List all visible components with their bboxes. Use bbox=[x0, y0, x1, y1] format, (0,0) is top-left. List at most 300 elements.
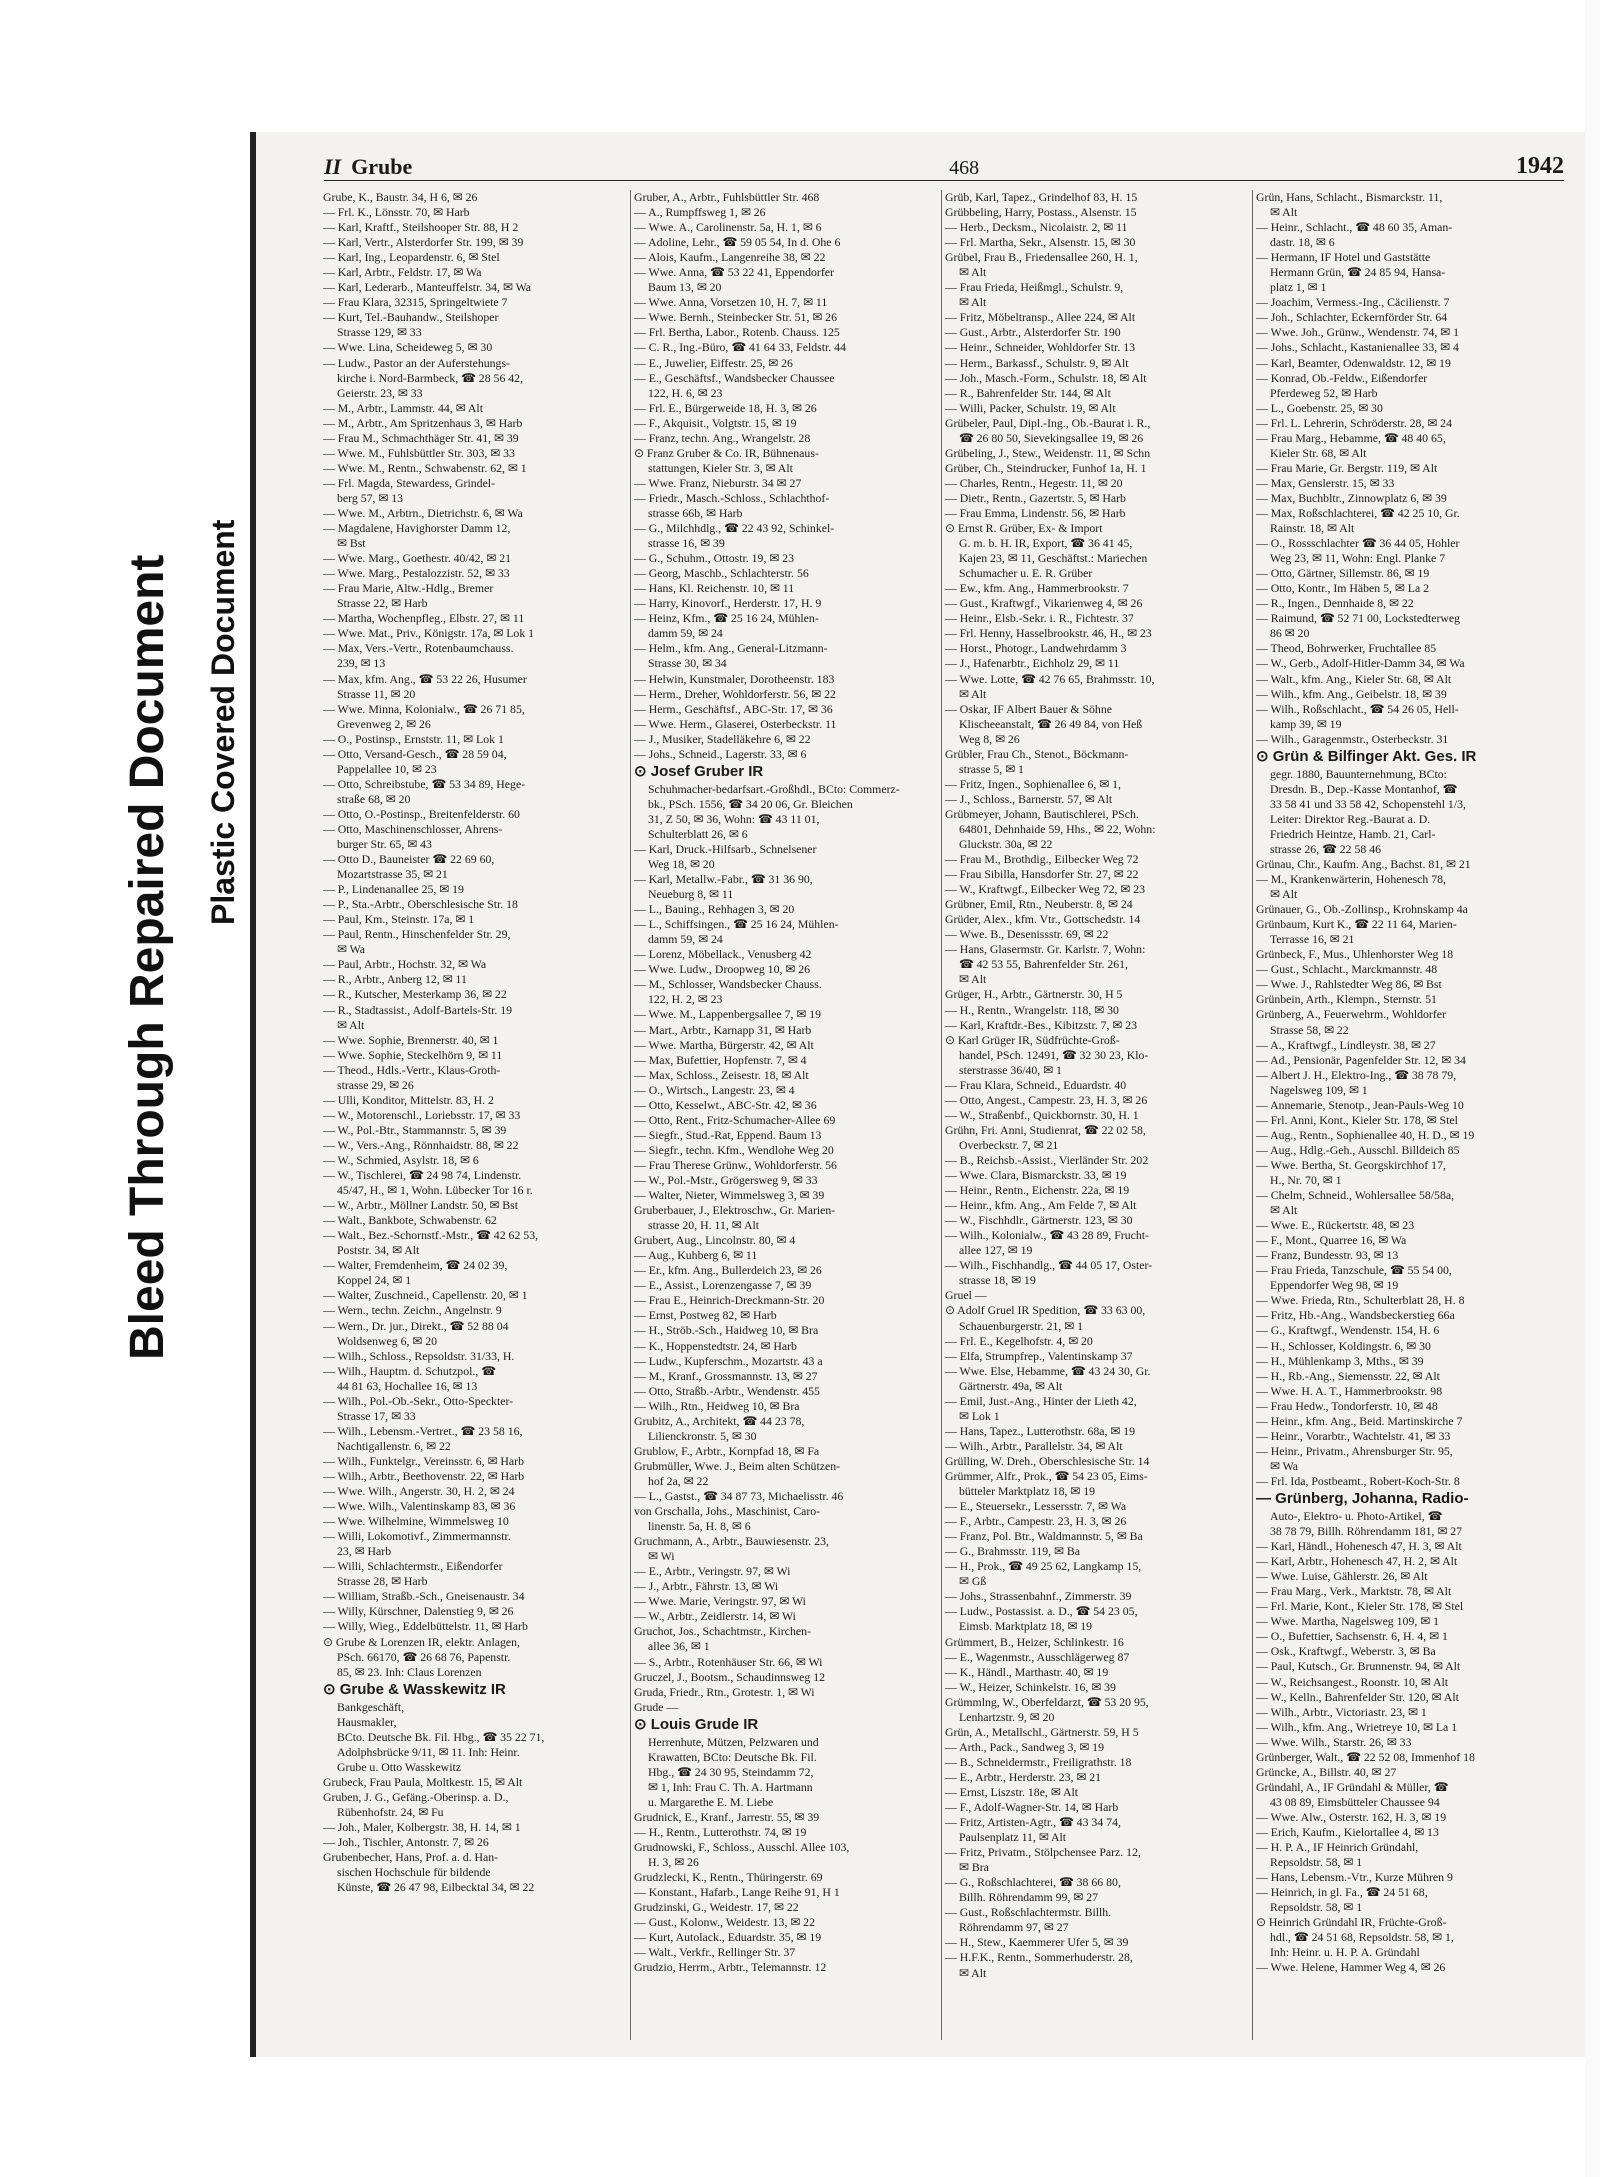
directory-entry: — Wilh., kfm. Ang., Wrietreye 10, ✉ La 1 bbox=[1256, 1719, 1458, 1734]
directory-entry: hdl., ☎ 24 51 68, Repsoldstr. 58, ✉ 1, bbox=[1270, 1930, 1454, 1945]
directory-entry: — Harry, Kinovorf., Herderstr. 17, H. 9 bbox=[634, 596, 822, 611]
directory-entry: — W., Heizer, Schinkelstr. 16, ✉ 39 bbox=[945, 1679, 1116, 1694]
directory-entry: — Karl, Kraftdr.-Bes., Kibitzstr. 7, ✉ 23 bbox=[945, 1017, 1138, 1032]
running-title: Grube bbox=[351, 154, 413, 179]
scan-right-margin bbox=[1585, 0, 1600, 2177]
directory-entry: — H., Schlosser, Koldingstr. 6, ✉ 30 bbox=[1256, 1338, 1431, 1353]
directory-entry: — G., Roßschlachterei, ☎ 38 66 80, bbox=[945, 1875, 1121, 1890]
directory-entry: — Joh., Maler, Kolbergstr. 38, H. 14, ✉ 1 bbox=[323, 1820, 521, 1835]
directory-entry: — Walt., Bankbote, Schwabenstr. 62 bbox=[323, 1213, 497, 1228]
directory-entry: — Heinz, Kfm., ☎ 25 16 24, Mühlen- bbox=[634, 611, 819, 626]
directory-entry: Gruberbauer, J., Elektroschw., Gr. Marien- bbox=[634, 1203, 836, 1218]
directory-entry: — R., Ingen., Dennhaide 8, ✉ 22 bbox=[1256, 596, 1414, 611]
directory-entry: Grubert, Aug., Lincolnstr. 80, ✉ 4 bbox=[634, 1233, 796, 1248]
directory-entry: ✉ Alt bbox=[959, 295, 987, 310]
directory-entry: — Max, Buchbltr., Zinnowplatz 6, ✉ 39 bbox=[1256, 490, 1447, 505]
section-number: II bbox=[324, 154, 342, 179]
directory-entry: — Theod., Hdls.-Vertr., Klaus-Groth- bbox=[323, 1062, 501, 1077]
directory-entry: Grünbaum, Kurt K., ☎ 22 11 64, Marien- bbox=[1256, 917, 1457, 932]
directory-entry: — Max, Roßschlachterei, ☎ 42 25 10, Gr. bbox=[1256, 505, 1460, 520]
directory-entry: — H.F.K., Rentn., Sommerhuderstr. 28, bbox=[945, 1950, 1133, 1965]
directory-entry: Weg 8, ✉ 26 bbox=[959, 731, 1020, 746]
directory-entry: — Martha, Wochenpfleg., Elbstr. 27, ✉ 11 bbox=[323, 611, 525, 626]
directory-entry: — Max, Schloss., Zeisestr. 18, ✉ Alt bbox=[634, 1067, 809, 1082]
directory-entry: burger Str. 65, ✉ 43 bbox=[337, 837, 432, 852]
directory-entry: — Frau Marie, Altw.-Hdlg., Bremer bbox=[323, 581, 494, 596]
directory-entry: strasse 20, H. 11, ✉ Alt bbox=[648, 1218, 760, 1233]
directory-entry: ⊙ Louis Grude IR bbox=[634, 1715, 759, 1733]
directory-entry: — Willy, Wieg., Eddelbüttelstr. 11, ✉ Harb bbox=[323, 1619, 528, 1634]
directory-entry: 38 78 79, Billh. Röhrendamm 181, ✉ 27 bbox=[1270, 1524, 1463, 1539]
directory-entry: — Karl, Händl., Hohenesch 47, H. 3, ✉ Alt bbox=[1256, 1539, 1462, 1554]
directory-entry: dastr. 18, ✉ 6 bbox=[1270, 235, 1335, 250]
directory-entry: Schuhmacher-bedarfsart.-Großhdl., BCto: Commerz- bbox=[648, 781, 900, 796]
directory-entry: — Wwe. Wilh., Valentinskamp 83, ✉ 36 bbox=[323, 1499, 516, 1514]
directory-entry: — Otto, Kesselwt., ABC-Str. 42, ✉ 36 bbox=[634, 1097, 817, 1112]
directory-entry: Strasse 30, ✉ 34 bbox=[648, 656, 727, 671]
directory-entry: ⊙ Franz Gruber & Co. IR, Bühnenaus- bbox=[634, 445, 819, 460]
directory-entry: ⊙ Josef Gruber IR bbox=[634, 762, 764, 780]
directory-entry: — Paul, Arbtr., Hochstr. 32, ✉ Wa bbox=[323, 957, 487, 972]
directory-entry: — Frau Therese Grünw., Wohldorferstr. 56 bbox=[634, 1157, 837, 1172]
directory-entry: — Wwe. Lina, Scheideweg 5, ✉ 30 bbox=[323, 340, 493, 355]
directory-entry: — W., Pol.-Mstr., Grögersweg 9, ✉ 33 bbox=[634, 1173, 818, 1187]
directory-entry: — Helwin, Kunstmaler, Dorotheenstr. 183 bbox=[634, 671, 835, 686]
directory-entry: Kajen 23, ✉ 11, Geschäftst.: Mariechen bbox=[959, 551, 1148, 566]
directory-entry: Grünberg, A., Feuerwehrm., Wohldorfer bbox=[1256, 1007, 1446, 1022]
directory-entry: — Alois, Kaufm., Langenreihe 38, ✉ 22 bbox=[634, 250, 826, 265]
directory-entry: — Willi, Lokomotivf., Zimmermannstr. bbox=[323, 1529, 511, 1544]
directory-entry: strasse 26, ☎ 22 58 46 bbox=[1270, 841, 1382, 856]
directory-entry: ☎ 26 80 50, Sievekingsallee 19, ✉ 26 bbox=[959, 430, 1144, 445]
directory-entry: — G., Schuhm., Ottostr. 19, ✉ 23 bbox=[634, 551, 794, 566]
directory-entry: — Horst., Photogr., Landwehrdamm 3 bbox=[945, 641, 1127, 656]
directory-entry: — Gust., Kolonw., Weidestr. 13, ✉ 22 bbox=[634, 1915, 815, 1930]
directory-entry: — O., Wirtsch., Langestr. 23, ✉ 4 bbox=[634, 1082, 795, 1097]
directory-entry: — Johs., Strassenbahnf., Zimmerstr. 39 bbox=[945, 1589, 1132, 1604]
directory-entry: — H., Stew., Kaemmerer Ufer 5, ✉ 39 bbox=[945, 1935, 1129, 1950]
directory-entry: ✉ Alt bbox=[337, 1017, 365, 1032]
directory-entry: Weg 18, ✉ 20 bbox=[648, 857, 715, 872]
directory-entry: — R., Kutscher, Mesterkamp 36, ✉ 22 bbox=[323, 987, 507, 1002]
directory-entry: Strasse 11, ✉ 20 bbox=[337, 686, 416, 701]
directory-entry: — W., Tischlerei, ☎ 24 98 74, Lindenstr. bbox=[323, 1168, 522, 1183]
directory-entry: Grüncke, A., Billstr. 40, ✉ 27 bbox=[1256, 1764, 1397, 1779]
directory-entry: Hbg., ☎ 24 30 95, Steindamm 72, bbox=[648, 1764, 814, 1779]
directory-entry: — A., Rumpffsweg 1, ✉ 26 bbox=[634, 205, 766, 220]
directory-entry: Grünberger, Walt., ☎ 22 52 08, Immenhof 18 bbox=[1256, 1749, 1475, 1764]
directory-entry: kirche i. Nord-Barmbeck, ☎ 28 56 42, bbox=[337, 370, 524, 385]
directory-entry: — Lorenz, Möbellack., Venusberg 42 bbox=[634, 947, 812, 962]
directory-entry: ✉ Alt bbox=[959, 972, 987, 987]
directory-entry: Friedrich Heintze, Hamb. 21, Carl- bbox=[1270, 826, 1436, 841]
directory-entry: — Wilh., Fischhandlg., ☎ 44 05 17, Oster- bbox=[945, 1258, 1153, 1273]
directory-entry: — Joh., Schlachter, Eckernförder Str. 64 bbox=[1256, 310, 1448, 325]
directory-entry: — Walter, Zuschneid., Capellenstr. 20, ✉ 1 bbox=[323, 1288, 528, 1303]
directory-entry: — Otto, Versand-Gesch., ☎ 28 59 04, bbox=[323, 746, 507, 761]
directory-entry: — Wwe. Franz, Nieburstr. 34 ✉ 27 bbox=[634, 475, 802, 490]
directory-entry: — Frl. L. Lehrerin, Schröderstr. 28, ✉ 24 bbox=[1256, 415, 1452, 430]
directory-entry: Rainstr. 18, ✉ Alt bbox=[1270, 521, 1355, 536]
directory-entry: ✉ 1, Inh: Frau C. Th. A. Hartmann bbox=[648, 1779, 813, 1794]
directory-entry: sischen Hochschule für bildende bbox=[337, 1865, 491, 1880]
directory-entry: Gruda, Friedr., Rtn., Grotestr. 1, ✉ Wi bbox=[634, 1684, 815, 1699]
directory-entry: — A., Kraftwgf., Lindleystr. 38, ✉ 27 bbox=[1256, 1037, 1436, 1052]
directory-entry: — Wilh., Schloss., Repsoldstr. 31/33, H. bbox=[323, 1348, 515, 1363]
directory-entry: — S., Arbtr., Rotenhäuser Str. 66, ✉ Wi bbox=[634, 1654, 823, 1669]
directory-entry: — Adoline, Lehr., ☎ 59 05 54, In d. Ohe 6 bbox=[634, 235, 841, 250]
directory-entry: Eppendorfer Weg 98, ✉ 19 bbox=[1270, 1278, 1399, 1293]
directory-entry: — M., Arbtr., Am Spritzenhaus 3, ✉ Harb bbox=[323, 415, 523, 430]
directory-entry: Grubeck, Frau Paula, Moltkestr. 15, ✉ Alt bbox=[323, 1774, 523, 1789]
directory-entry: ⊙ Karl Grüger IR, Südfrüchte-Groß- bbox=[945, 1032, 1120, 1047]
directory-entry: — W., Arbtr., Möllner Landstr. 50, ✉ Bst bbox=[323, 1198, 519, 1213]
directory-entry: Gärtnerstr. 49a, ✉ Alt bbox=[959, 1378, 1063, 1393]
directory-entry: Grudnick, E., Kranf., Jarrestr. 55, ✉ 39 bbox=[634, 1809, 820, 1824]
directory-entry: Grubitz, A., Architekt, ☎ 44 23 78, bbox=[634, 1413, 805, 1428]
directory-entry: — Hans, Glasermstr. Gr. Karlstr. 7, Wohn: bbox=[945, 942, 1146, 957]
directory-entry: — Gust., Arbtr., Alsterdorfer Str. 190 bbox=[945, 325, 1121, 340]
directory-entry: — Wwe. M., Rentn., Schwabenstr. 62, ✉ 1 bbox=[323, 460, 527, 475]
directory-entry: Gruchmann, A., Arbtr., Bauwiesenstr. 23, bbox=[634, 1534, 829, 1549]
directory-entry: — J., Hafenarbtr., Eichholz 29, ✉ 11 bbox=[945, 656, 1120, 671]
directory-entry: — H., Rentn., Wrangelstr. 118, ✉ 30 bbox=[945, 1002, 1119, 1017]
directory-entry: — Ad., Pensionär, Pagenfelder Str. 12, ✉ 34 bbox=[1256, 1052, 1466, 1067]
directory-entry: damm 59, ✉ 24 bbox=[648, 626, 723, 641]
directory-entry: — Franz, Pol. Btr., Waldmannstr. 5, ✉ Ba bbox=[945, 1529, 1143, 1544]
directory-entry: — F., Adolf-Wagner-Str. 14, ✉ Harb bbox=[945, 1800, 1119, 1815]
directory-entry: — Wwe. Sophie, Brennerstr. 40, ✉ 1 bbox=[323, 1032, 499, 1047]
directory-entry: Grülling, W. Dreh., Oberschlesische Str. 14 bbox=[945, 1453, 1150, 1468]
directory-entry: — Frau Klara, 32315, Springeltwiete 7 bbox=[323, 295, 508, 310]
directory-entry: — Wilh., Arbtr., Victoriastr. 23, ✉ 1 bbox=[1256, 1704, 1427, 1719]
directory-entry: — O., Rossschlachter ☎ 36 44 05, Hohler bbox=[1256, 536, 1460, 551]
directory-entry: Grümmert, B., Heizer, Schlinkestr. 16 bbox=[945, 1634, 1124, 1649]
directory-entry: — W., Arbtr., Zeidlerstr. 14, ✉ Wi bbox=[634, 1609, 796, 1624]
directory-entry: — Wilh., Arbtr., Beethovenstr. 22, ✉ Harb bbox=[323, 1468, 525, 1483]
directory-entry: — R., Stadtassist., Adolf-Bartels-Str. 19 bbox=[323, 1002, 513, 1017]
directory-entry: Grudzinski, G., Weidestr. 17, ✉ 22 bbox=[634, 1900, 799, 1915]
directory-entry: BCto. Deutsche Bk. Fil. Hbg., ☎ 35 22 71, bbox=[337, 1729, 545, 1744]
directory-entry: ✉ Wa bbox=[337, 942, 366, 957]
directory-entry: — Gust., Schlacht., Marckmannstr. 48 bbox=[1256, 962, 1438, 977]
directory-entry: — Wwe. Mat., Priv., Königstr. 17a, ✉ Lok 1 bbox=[323, 626, 535, 641]
column-3 bbox=[942, 190, 1253, 2040]
directory-entry: — Erich, Kaufm., Kielortallee 4, ✉ 13 bbox=[1256, 1824, 1439, 1839]
directory-entry: strasse 29, ✉ 26 bbox=[337, 1077, 414, 1092]
directory-entry: ☎ 42 53 55, Bahrenfelder Str. 261, bbox=[959, 957, 1129, 972]
directory-entry: — Wwe. Helene, Hammer Weg 4, ✉ 26 bbox=[1256, 1960, 1446, 1975]
directory-entry: ⊙ Adolf Gruel IR Spedition, ☎ 33 63 00, bbox=[945, 1303, 1146, 1318]
column-2 bbox=[631, 190, 942, 2040]
directory-entry: — Wilh., Hauptm. d. Schutzpol., ☎ bbox=[323, 1363, 496, 1378]
directory-entry: Hausmakler, bbox=[337, 1714, 397, 1729]
directory-entry: Nachtigallenstr. 6, ✉ 22 bbox=[337, 1438, 451, 1453]
directory-entry: — J., Arbtr., Fährstr. 13, ✉ Wi bbox=[634, 1579, 779, 1594]
directory-entry: bk., PSch. 1556, ☎ 34 20 06, Gr. Bleichen bbox=[648, 796, 853, 811]
directory-entry: Weg 23, ✉ 11, Wohn: Engl. Planke 7 bbox=[1270, 551, 1446, 566]
directory-entry: — Konstant., Hafarb., Lange Reihe 91, H 1 bbox=[634, 1885, 840, 1900]
directory-entry: — Herm., Geschäftsf., ABC-Str. 17, ✉ 36 bbox=[634, 701, 833, 716]
directory-entry: — L., Goebenstr. 25, ✉ 30 bbox=[1256, 400, 1383, 415]
directory-entry: — H., Prok., ☎ 49 25 62, Langkamp 15, bbox=[945, 1559, 1142, 1574]
directory-entry: — Walter, Nieter, Wimmelsweg 3, ✉ 39 bbox=[634, 1188, 825, 1203]
directory-entry: Bankgeschäft, bbox=[337, 1699, 405, 1714]
directory-entry: ✉ Alt bbox=[959, 1965, 987, 1980]
directory-entry: — Wwe. Anna, ☎ 53 22 41, Eppendorfer bbox=[634, 265, 834, 280]
directory-entry: — Frl. E., Bürgerweide 18, H. 3, ✉ 26 bbox=[634, 400, 817, 415]
directory-entry: — Wwe. Luise, Gählerstr. 26, ✉ Alt bbox=[1256, 1569, 1428, 1584]
directory-entry: — M., Arbtr., Lammstr. 44, ✉ Alt bbox=[323, 400, 483, 415]
directory-entry: — Wwe. Marg., Pestalozzistr. 52, ✉ 33 bbox=[323, 566, 510, 581]
directory-entry: Overbeckstr. 7, ✉ 21 bbox=[959, 1137, 1059, 1152]
directory-entry: — William, Straßb.-Sch., Gneisenaustr. 34 bbox=[323, 1589, 525, 1604]
directory-entry: — B., Schneidermstr., Freiligrathstr. 18 bbox=[945, 1754, 1132, 1769]
directory-entry: — E., Arbtr., Herderstr. 23, ✉ 21 bbox=[945, 1769, 1102, 1784]
directory-entry: — Frau Frieda, Heißmgl., Schulstr. 9, bbox=[945, 280, 1124, 295]
directory-entry: — Wwe. Ludw., Droopweg 10, ✉ 26 bbox=[634, 962, 810, 977]
directory-entry: — Frau Hedw., Tondorferstr. 10, ✉ 48 bbox=[1256, 1398, 1438, 1413]
directory-entry: — Heinr., Privatm., Ahrensburger Str. 95, bbox=[1256, 1443, 1453, 1458]
directory-entry: ⊙ Ernst R. Grüber, Ex- & Import bbox=[945, 521, 1103, 536]
directory-entry: — W., Motorenschl., Loriebsstr. 17, ✉ 33 bbox=[323, 1107, 521, 1122]
directory-entry: — Ludw., Postassist. a. D., ☎ 54 23 05, bbox=[945, 1604, 1138, 1619]
directory-entry: — Karl, Druck.-Hilfsarb., Schnelsener bbox=[634, 841, 817, 856]
directory-entry: — Joh., Tischler, Antonstr. 7, ✉ 26 bbox=[323, 1835, 489, 1850]
directory-entry: — Heinr., Rentn., Eichenstr. 22a, ✉ 19 bbox=[945, 1183, 1130, 1198]
directory-entry: — Emil, Just.-Ang., Hinter der Lieth 42, bbox=[945, 1393, 1137, 1408]
directory-entry: — O., Bufettier, Sachsenstr. 6, H. 4, ✉ 1 bbox=[1256, 1629, 1448, 1644]
directory-entry: — Wwe. M., Fuhlsbüttler Str. 303, ✉ 33 bbox=[323, 445, 515, 460]
directory-entry: — W., Fischhdlr., Gärtnerstr. 123, ✉ 30 bbox=[945, 1213, 1133, 1228]
directory-entry: — Wwe. Joh., Grünw., Wendenstr. 74, ✉ 1 bbox=[1256, 325, 1460, 340]
directory-entry: — Wwe. Frieda, Rtn., Schulterblatt 28, H. 8 bbox=[1256, 1293, 1465, 1308]
directory-entry: Grümmlng, W., Oberfeldarzt, ☎ 53 20 95, bbox=[945, 1694, 1149, 1709]
directory-entry: Billh. Röhrendamm 99, ✉ 27 bbox=[959, 1890, 1098, 1905]
directory-entry: — Frau Klara, Schneid., Eduardstr. 40 bbox=[945, 1077, 1127, 1092]
bleed-through-label: Bleed Through Repaired Document bbox=[121, 554, 174, 1360]
directory-entry: — Frau M., Brothdig., Eilbecker Weg 72 bbox=[945, 852, 1139, 867]
directory-entry: — Mart., Arbtr., Karnapp 31, ✉ Harb bbox=[634, 1022, 812, 1037]
directory-entry: — H., Rb.-Ang., Siemensstr. 22, ✉ Alt bbox=[1256, 1368, 1440, 1383]
directory-entry: — Frl. Henny, Hasselbrookstr. 46, H., ✉ 23 bbox=[945, 626, 1152, 641]
directory-entry: — Johs., Schneid., Lagerstr. 33, ✉ 6 bbox=[634, 746, 807, 761]
directory-entry: — Frl. Anni, Kont., Kieler Str. 178, ✉ Stel bbox=[1256, 1112, 1458, 1127]
directory-entry: — Otto, Angest., Campestr. 23, H. 3, ✉ 26 bbox=[945, 1092, 1148, 1107]
directory-entry: — Konrad, Ob.-Feldw., Eißendorfer bbox=[1256, 370, 1428, 385]
directory-entry: von Grschalla, Johs., Maschinist, Caro- bbox=[634, 1504, 821, 1519]
directory-entry: — Wwe. Alw., Osterstr. 162, H. 3, ✉ 19 bbox=[1256, 1809, 1447, 1824]
directory-entry: — Wwe. Wilh., Starstr. 26, ✉ 33 bbox=[1256, 1734, 1412, 1749]
directory-entry: H., Nr. 70, ✉ 1 bbox=[1270, 1173, 1342, 1187]
directory-entry: — Wwe. Martha, Bürgerstr. 42, ✉ Alt bbox=[634, 1037, 814, 1052]
scan-bottom-margin bbox=[250, 2057, 1585, 2177]
directory-entry: 64801, Dehnhaide 59, Hhs., ✉ 22, Wohn: bbox=[959, 821, 1156, 836]
directory-entry: Hermann Grün, ☎ 24 85 94, Hansa- bbox=[1270, 265, 1446, 280]
directory-entry: — F., Arbtr., Campestr. 23, H. 3, ✉ 26 bbox=[945, 1514, 1127, 1529]
directory-entry: Grublow, F., Arbtr., Kornpfad 18, ✉ Fa bbox=[634, 1443, 820, 1458]
directory-entry: — Chelm, Schneid., Wohlersallee 58/58a, bbox=[1256, 1188, 1455, 1203]
directory-entry: — Wwe. Lotte, ☎ 42 76 65, Brahmsstr. 10, bbox=[945, 671, 1155, 686]
directory-entry: — Heinr., Schneider, Wohldorfer Str. 13 bbox=[945, 340, 1136, 355]
directory-entry: ⊙ Grün & Bilfinger Akt. Ges. IR bbox=[1256, 747, 1477, 765]
directory-entry: 31, Z 50, ✉ 36, Wohn: ☎ 43 11 01, bbox=[648, 811, 820, 826]
directory-entry: ✉ Alt bbox=[1270, 205, 1298, 220]
directory-entry: — E., Wagenmstr., Ausschlägerweg 87 bbox=[945, 1649, 1130, 1664]
directory-entry: sterstrasse 36/40, ✉ 1 bbox=[959, 1062, 1062, 1077]
directory-entry: — Frau Marie, Gr. Bergstr. 119, ✉ Alt bbox=[1256, 460, 1438, 475]
directory-entry: — Wwe. Sophie, Steckelhörn 9, ✉ 11 bbox=[323, 1047, 503, 1062]
directory-entry: Terrasse 16, ✉ 21 bbox=[1270, 932, 1355, 947]
directory-entry: — L., Bauing., Rehhagen 3, ✉ 20 bbox=[634, 902, 795, 917]
directory-entry: Gründahl, A., IF Gründahl & Müller, ☎ bbox=[1256, 1779, 1449, 1794]
directory-entry: — E., Assist., Lorenzengasse 7, ✉ 39 bbox=[634, 1278, 812, 1293]
directory-entry: — Siegfr., Stud.-Rat, Eppend. Baum 13 bbox=[634, 1127, 822, 1142]
directory-entry: 239, ✉ 13 bbox=[337, 656, 386, 671]
directory-entry: — Fritz, Ingen., Sophienallee 6, ✉ 1, bbox=[945, 776, 1121, 791]
directory-entry: — Heinr., Vorarbtr., Wachtelstr. 41, ✉ 33 bbox=[1256, 1428, 1451, 1443]
directory-entry: — Hans, Lebensm.-Vtr., Kurze Mühren 9 bbox=[1256, 1870, 1453, 1885]
directory-entry: Grübler, Frau Ch., Stenot., Böckmann- bbox=[945, 746, 1129, 761]
directory-entry: ✉ Bst bbox=[337, 536, 366, 551]
directory-entry: — Wwe. B., Desenissstr. 69, ✉ 22 bbox=[945, 927, 1109, 942]
directory-entry: PSch. 66170, ☎ 26 68 76, Papenstr. bbox=[337, 1649, 511, 1664]
directory-entry: — Willi, Packer, Schulstr. 19, ✉ Alt bbox=[945, 400, 1116, 415]
directory-entry: 122, H. 6, ✉ 23 bbox=[648, 385, 723, 400]
directory-entry: — Wwe. A., Carolinenstr. 5a, H. 1, ✉ 6 bbox=[634, 220, 822, 235]
directory-entry: — Karl, Beamter, Odenwaldstr. 12, ✉ 19 bbox=[1256, 355, 1451, 370]
directory-entry: Strasse 58, ✉ 22 bbox=[1270, 1022, 1349, 1037]
directory-entry: Repsoldstr. 58, ✉ 1 bbox=[1270, 1855, 1363, 1870]
directory-entry: Grünau, Chr., Kaufm. Ang., Bachst. 81, ✉ 21 bbox=[1256, 857, 1471, 872]
directory-entry: Grühn, Fri. Anni, Studienrat, ☎ 22 02 58, bbox=[945, 1122, 1146, 1137]
directory-entry: ✉ Lok 1 bbox=[959, 1408, 1000, 1423]
directory-entry: — E., Juwelier, Eiffestr. 25, ✉ 26 bbox=[634, 355, 793, 370]
directory-entry: — Walt., Verkfr., Rellinger Str. 37 bbox=[634, 1945, 796, 1960]
directory-entry: — Frl. E., Kegelhofstr. 4, ✉ 20 bbox=[945, 1333, 1093, 1348]
directory-columns bbox=[320, 190, 1564, 2040]
column-1 bbox=[320, 190, 631, 2040]
directory-entry: — H., Ströb.-Sch., Haidweg 10, ✉ Bra bbox=[634, 1323, 819, 1338]
directory-entry: Gruel — bbox=[945, 1288, 987, 1303]
directory-entry: — Aug., Rentn., Sophienallee 40, H. D., ✉ 19 bbox=[1256, 1127, 1475, 1142]
directory-entry: — Frl. K., Lönsstr. 70, ✉ Harb bbox=[323, 205, 470, 220]
directory-entry: — Heinr., Schlacht., ☎ 48 60 35, Aman- bbox=[1256, 220, 1453, 235]
directory-entry: — Elfa, Strumpfrep., Valentinskamp 37 bbox=[945, 1348, 1133, 1363]
directory-entry: Eimsb. Marktplatz 18, ✉ 19 bbox=[959, 1619, 1093, 1634]
directory-entry: Woldsenweg 6, ✉ 20 bbox=[337, 1333, 438, 1348]
directory-entry: — Wilh., Roßschlacht., ☎ 54 26 05, Hell- bbox=[1256, 701, 1459, 716]
directory-entry: Grudzio, Herrm., Arbtr., Telemannstr. 12 bbox=[634, 1960, 827, 1975]
directory-entry: Grube, K., Baustr. 34, H 6, ✉ 26 bbox=[323, 190, 478, 204]
directory-entry: — Wilh., Funktelgr., Vereinsstr. 6, ✉ Harb bbox=[323, 1453, 524, 1468]
directory-entry: — Wwe. Marie, Veringstr. 97, ✉ Wi bbox=[634, 1594, 806, 1609]
directory-entry: Grevenweg 2, ✉ 26 bbox=[337, 716, 431, 731]
directory-entry: hof 2a, ✉ 22 bbox=[648, 1473, 709, 1488]
directory-entry: — Ludw., Kupferschm., Mozartstr. 43 a bbox=[634, 1353, 823, 1368]
directory-entry: — Walt., Bez.-Schornstf.-Mstr., ☎ 42 62 53, bbox=[323, 1228, 539, 1243]
directory-entry: 23, ✉ Harb bbox=[337, 1544, 392, 1559]
directory-entry: Grünbein, Arth., Klempn., Sternstr. 51 bbox=[1256, 992, 1437, 1007]
directory-entry: — Willi, Schlachtermstr., Eißendorfer bbox=[323, 1559, 503, 1574]
directory-entry: Herrenhute, Mützen, Pelzwaren und bbox=[648, 1734, 819, 1749]
directory-entry: Dresdn. B., Dep.-Kasse Montanhof, ☎ bbox=[1270, 781, 1458, 796]
directory-entry: — Ew., kfm. Ang., Hammerbrookstr. 7 bbox=[945, 581, 1129, 596]
directory-entry: — Paul, Kutsch., Gr. Brunnenstr. 94, ✉ Alt bbox=[1256, 1659, 1461, 1674]
directory-entry: kamp 39, ✉ 19 bbox=[1270, 716, 1342, 731]
directory-entry: — H., Mühlenkamp 3, Mths., ✉ 39 bbox=[1256, 1353, 1424, 1368]
plastic-covered-label: Plastic Covered Document bbox=[205, 519, 241, 925]
directory-entry: Grubmüller, Wwe. J., Beim alten Schützen- bbox=[634, 1458, 841, 1473]
directory-entry: gegr. 1880, Bauunternehmung, BCto: bbox=[1270, 766, 1447, 781]
directory-entry: — Heinr., kfm. Ang., Beid. Martinskirche 7 bbox=[1256, 1413, 1463, 1428]
directory-entry: — Karl, Kraftf., Steilshooper Str. 88, H 2 bbox=[323, 220, 519, 235]
directory-entry: Baum 13, ✉ 20 bbox=[648, 280, 722, 295]
directory-entry: — Wwe. Bernh., Steinbecker Str. 51, ✉ 26 bbox=[634, 310, 837, 325]
directory-entry: — Hermann, IF Hotel und Gaststätte bbox=[1256, 250, 1431, 265]
directory-entry: — G., Kraftwgf., Wendenstr. 154, H. 6 bbox=[1256, 1323, 1440, 1338]
directory-entry: Grudzlecki, K., Rentn., Thüringerstr. 69 bbox=[634, 1870, 823, 1885]
directory-entry: — L., Schiffsingen., ☎ 25 16 24, Mühlen- bbox=[634, 917, 839, 932]
directory-entry: ⊙ Grube & Lorenzen IR, elektr. Anlagen, bbox=[323, 1634, 520, 1649]
directory-entry: Grüber, Ch., Steindrucker, Funhof 1a, H. 1 bbox=[945, 460, 1147, 475]
directory-entry: — Walt., kfm. Ang., Kieler Str. 68, ✉ Alt bbox=[1256, 671, 1452, 686]
directory-entry: — Wwe. Martha, Nagelsweg 109, ✉ 1 bbox=[1256, 1614, 1439, 1629]
directory-entry: — F., Akquisit., Volgtstr. 15, ✉ 19 bbox=[634, 415, 797, 430]
directory-entry: — Magdalene, Havighorster Damm 12, bbox=[323, 521, 511, 536]
directory-entry: — G., Brahmsstr. 119, ✉ Ba bbox=[945, 1544, 1080, 1559]
directory-entry: strasse 18, ✉ 19 bbox=[959, 1273, 1036, 1288]
directory-entry: — Karl, Ing., Leopardenstr. 6, ✉ Stel bbox=[323, 250, 500, 265]
directory-entry: Schauenburgerstr. 21, ✉ 1 bbox=[959, 1318, 1084, 1333]
directory-entry: Kieler Str. 68, ✉ Alt bbox=[1270, 445, 1367, 460]
directory-entry: — P., Lindenanallee 25, ✉ 19 bbox=[323, 882, 464, 897]
directory-entry: strasse 66b, ✉ Harb bbox=[648, 505, 743, 520]
directory-entry: — Frau Sibilla, Hansdorfer Str. 27, ✉ 22 bbox=[945, 867, 1139, 882]
directory-entry: Neueburg 8, ✉ 11 bbox=[648, 887, 734, 902]
directory-entry: — H. P. A., IF Heinrich Gründahl, bbox=[1256, 1840, 1419, 1855]
column-4 bbox=[1253, 190, 1564, 2040]
directory-entry: Pappelallee 10, ✉ 23 bbox=[337, 761, 437, 776]
directory-entry: — Gust., Roßschlachtermstr. Billh. bbox=[945, 1905, 1112, 1920]
directory-entry: — Hans, Kl. Reichenstr. 10, ✉ 11 bbox=[634, 581, 795, 596]
directory-entry: — Herb., Decksm., Nicolaistr. 2, ✉ 11 bbox=[945, 220, 1128, 235]
directory-entry: — Theod, Bohrwerker, Fruchtallee 85 bbox=[1256, 641, 1437, 656]
directory-entry: — Wern., Dr. jur., Direkt., ☎ 52 88 04 bbox=[323, 1318, 509, 1333]
directory-entry: — E., Geschäftsf., Wandsbecker Chaussee bbox=[634, 370, 835, 385]
directory-entry: — Karl, Metallw.-Fabr., ☎ 31 36 90, bbox=[634, 872, 813, 887]
directory-entry: — Wilh., Arbtr., Parallelstr. 34, ✉ Alt bbox=[945, 1438, 1123, 1453]
directory-entry: ✉ Alt bbox=[959, 686, 987, 701]
directory-entry: 44 81 63, Hochallee 16, ✉ 13 bbox=[337, 1378, 478, 1393]
directory-entry: Künste, ☎ 26 47 98, Eilbecktal 34, ✉ 22 bbox=[337, 1880, 535, 1895]
directory-entry: 45/47, H., ✉ 1, Wohn. Lübecker Tor 16 r. bbox=[337, 1183, 533, 1198]
directory-entry: 33 58 41 und 33 58 42, Schopenstehl 1/3, bbox=[1270, 796, 1466, 811]
directory-entry: — Wwe. Anna, Vorsetzen 10, H. 7, ✉ 11 bbox=[634, 295, 828, 310]
directory-entry: ✉ Alt bbox=[1270, 887, 1298, 902]
directory-entry: — Aug., Hdlg.-Geh., Ausschl. Billdeich 85 bbox=[1256, 1142, 1460, 1157]
directory-entry: — Otto, Gärtner, Sillemstr. 86, ✉ 19 bbox=[1256, 566, 1430, 581]
directory-entry: — Franz, techn. Ang., Wrangelstr. 28 bbox=[634, 430, 811, 445]
directory-entry: — Annemarie, Stenotp., Jean-Pauls-Weg 10 bbox=[1256, 1097, 1464, 1112]
directory-entry: — Frau Marg., Hebamme, ☎ 48 40 65, bbox=[1256, 430, 1446, 445]
directory-entry: Grüb, Karl, Tapez., Grindelhof 83, H. 15 bbox=[945, 190, 1138, 204]
directory-entry: Mozartstrasse 35, ✉ 21 bbox=[337, 867, 448, 882]
directory-entry: — Friedr., Masch.-Schloss., Schlachthof- bbox=[634, 490, 830, 505]
directory-entry: — Frau Frieda, Tanzschule, ☎ 55 54 00, bbox=[1256, 1263, 1452, 1278]
directory-entry: — Er., kfm. Ang., Bullerdeich 23, ✉ 26 bbox=[634, 1263, 822, 1278]
directory-entry: — Frau E., Heinrich-Dreckmann-Str. 20 bbox=[634, 1293, 825, 1308]
